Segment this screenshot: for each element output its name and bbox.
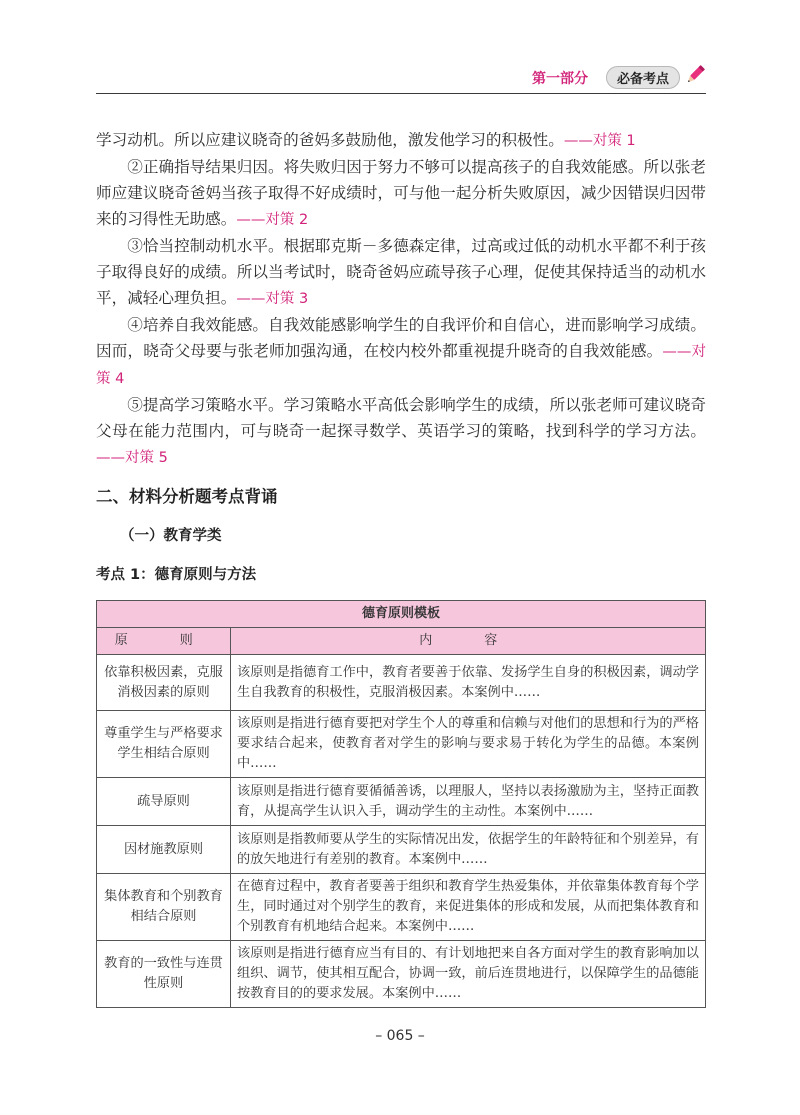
principles-table — [96, 600, 706, 1008]
paragraph: ⑤提高学习策略水平。学习策略水平高低会影响学生的成绩，所以张老师可建议晓奇父母在能力范围内，可与晓奇一起探寻数学、英语学习的策略，找到科学的学习方法。——对策 5 — [96, 396, 706, 466]
point-title: 考点 1：德育原则与方法 — [96, 567, 257, 583]
paragraph: ③恰当控制动机水平。根据耶克斯－多德森定律，过高或过低的动机水平都不利于孩子取得良好的成绩。所以当考试时，晓奇爸妈应疏导孩子心理，促使其保持适当的动机水平，减轻心理负担。——对策 3 — [96, 237, 706, 307]
table-row — [97, 826, 706, 874]
principle-cell: 疏导原则 — [97, 778, 231, 826]
principle-cell: 因材施教原则 — [97, 826, 231, 874]
table-row — [97, 655, 706, 711]
section-label: 第一部分 — [532, 71, 588, 87]
principle-cell: 尊重学生与严格要求学生相结合原则 — [97, 711, 231, 778]
strategy-tag: ——对策 4 — [96, 344, 706, 387]
content-cell: 该原则是指进行德育要把对学生个人的尊重和信赖与对他们的思想和行为的严格要求结合起来，使教育者对学生的影响与要求易于转化为学生的品德。本案例中…… — [231, 711, 706, 778]
principle-cell: 教育的一致性与连贯性原则 — [97, 941, 231, 1008]
strategy-tag: ——对策 1 — [563, 133, 636, 149]
content-cell: 该原则是指进行德育应当有目的、有计划地把来自各方面对学生的教育影响加以组织、调节，使其相互配合，协调一致，前后连贯地进行，以保障学生的品德能按教育目的的要求发展。本案例中…… — [231, 941, 706, 1008]
principle-cell: 依靠积极因素，克服消极因素的原则 — [97, 655, 231, 711]
strategy-tag: ——对策 3 — [236, 291, 309, 307]
table-row — [97, 711, 706, 778]
body-text — [96, 127, 706, 471]
page-number: – 065 – — [375, 1028, 425, 1044]
content-cell: 该原则是指进行德育要循循善诱，以理服人，坚持以表扬激励为主，坚持正面教育，从提高学生认识入手，调动学生的主动性。本案例中…… — [231, 778, 706, 826]
strategy-tag: ——对策 2 — [236, 212, 309, 228]
pencil-icon — [684, 64, 706, 86]
section-title: 二、材料分析题考点背诵 — [96, 487, 278, 506]
content-cell: 该原则是指德育工作中，教育者要善于依靠、发扬学生自身的积极因素，调动学生自我教育的积极性，克服消极因素。本案例中…… — [231, 655, 706, 711]
table-row — [97, 778, 706, 826]
table-row — [97, 874, 706, 941]
table-caption-row — [97, 601, 706, 628]
header-rule — [96, 93, 706, 94]
sub-title: （一）教育学类 — [120, 528, 222, 544]
column-header-principle: 原 则 — [97, 628, 231, 655]
strategy-tag: ——对策 5 — [96, 450, 168, 466]
table-header-row — [97, 628, 706, 655]
column-header-content: 内 容 — [231, 628, 706, 655]
paragraph: ④培养自我效能感。自我效能感影响学生的自我评价和自信心，进而影响学习成绩。因而，晓奇父母要与张老师加强沟通，在校内校外都重视提升晓奇的自我效能感。——对策 4 — [96, 316, 706, 387]
running-header — [96, 62, 706, 92]
table-caption: 德育原则模板 — [97, 601, 706, 628]
paragraph: ②正确指导结果归因。将失败归因于努力不够可以提高孩子的自我效能感。所以张老师应建议晓奇爸妈当孩子取得不好成绩时，可与他一起分析失败原因，减少因错误归因带来的习得性无助感。——对策 2 — [96, 158, 706, 228]
table-row — [97, 941, 706, 1008]
section-badge: 必备考点 — [606, 66, 680, 89]
content-cell: 在德育过程中，教育者要善于组织和教育学生热爱集体，并依靠集体教育每个学生，同时通过对个别学生的教育，来促进集体的形成和发展，从而把集体教育和个别教育有机地结合起来。本案例中…… — [231, 874, 706, 941]
content-cell: 该原则是指教师要从学生的实际情况出发，依据学生的年龄特征和个别差异，有的放矢地进行有差别的教育。本案例中…… — [231, 826, 706, 874]
paragraph: 学习动机。所以应建议晓奇的爸妈多鼓励他，激发他学习的积极性。——对策 1 — [96, 131, 636, 149]
principle-cell: 集体教育和个别教育相结合原则 — [97, 874, 231, 941]
